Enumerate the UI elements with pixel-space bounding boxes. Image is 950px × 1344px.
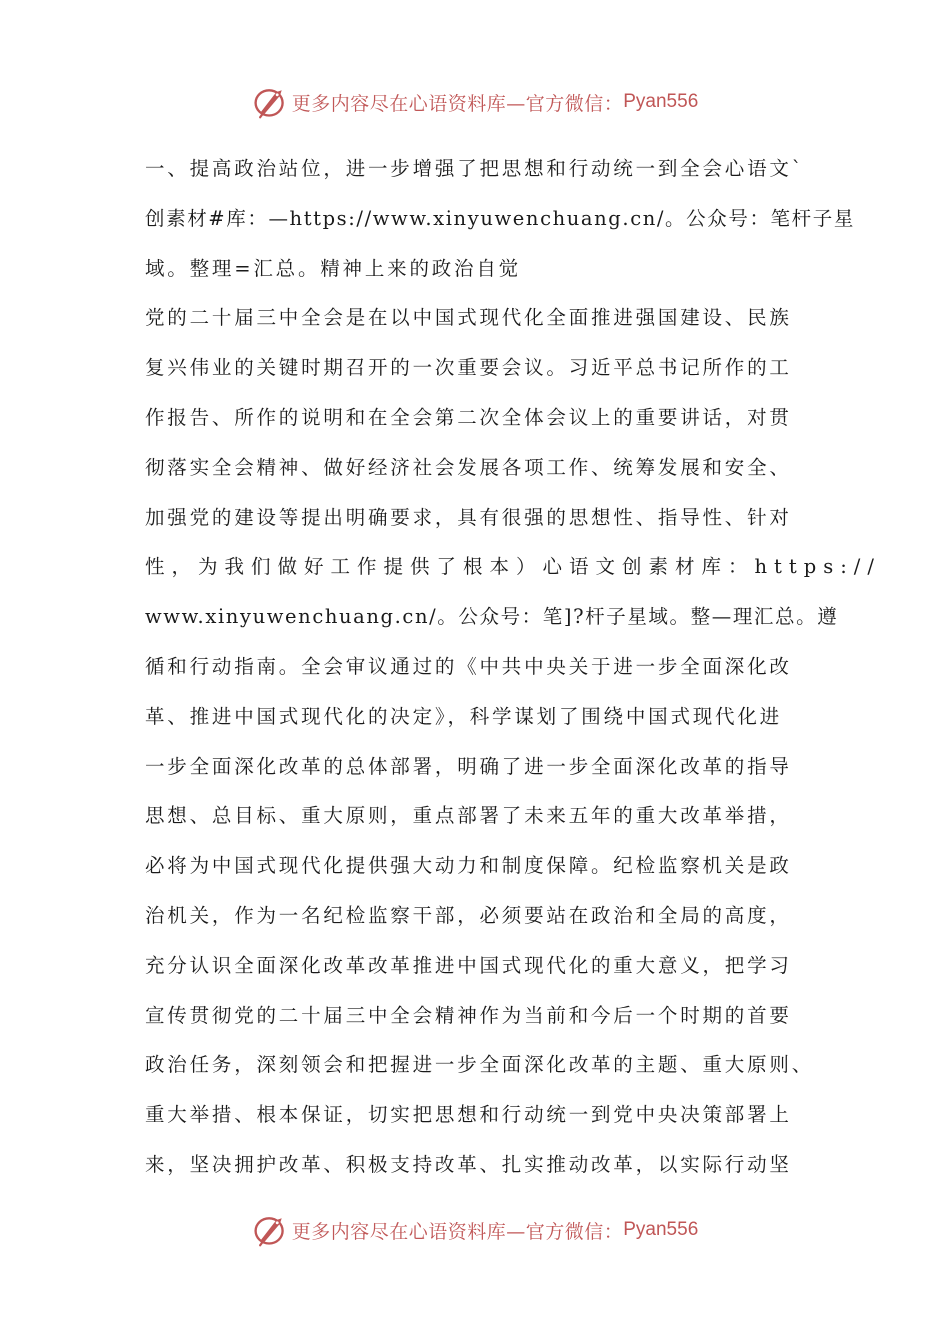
text-line: 思想、总目标、重大原则，重点部署了未来五年的重大改革举措， [145,804,792,828]
text-line: 政治任务，深刻领会和把握进一步全面深化改革的主题、重大原则、 [145,1053,815,1077]
text-line: 必将为中国式现代化提供强大动力和制度保障。纪检监察机关是政 [145,854,792,878]
pen-nib-logo-icon [252,1212,288,1248]
banner-handle: Pyan556 [623,91,699,112]
text-line: 来，坚决拥护改革、积极支持改革、扎实推动改革，以实际行动坚 [145,1152,792,1176]
text-line: 一、提高政治站位，进一步增强了把思想和行动统一到全会心语文` [145,157,805,180]
banner-text: 更多内容尽在心语资料库—官方微信： [291,1220,624,1243]
text-line: 彻落实全会精神、做好经济社会发展各项工作、统筹发展和安全、 [145,455,792,479]
text-line: 域。整理=汇总。精神上来的政治自觉 [145,256,521,280]
text-line: 创素材#库：—https://www.xinyuwenchuang.cn/。公众号：笔杆子星 [145,206,855,230]
footer-banner [0,1210,950,1250]
text-line: www.xinyuwenchuang.cn/。公众号：笔]?杆子星域。整—理汇总。遵 [145,605,839,629]
text-line: 革、推进中国式现代化的决定》，科学谋划了围绕中国式现代化进 [145,704,782,728]
text-line: 循和行动指南。全会审议通过的《中共中央关于进一步全面深化改 [145,654,792,678]
text-line: 加强党的建设等提出明确要求，具有很强的思想性、指导性、针对 [145,505,792,529]
text-line: 党的二十届三中全会是在以中国式现代化全面推进强国建设、民族 [145,306,792,330]
text-line: 治机关，作为一名纪检监察干部，必须要站在政治和全局的高度， [145,903,792,927]
text-line: 充分认识全面深化改革改革推进中国式现代化的重大意义，把学习 [145,953,792,977]
text-line: 复兴伟业的关键时期召开的一次重要会议。习近平总书记所作的工 [145,356,792,380]
header-banner [0,82,950,122]
banner-text: 更多内容尽在心语资料库—官方微信： [291,92,624,115]
text-line: 一步全面深化改革的总体部署，明确了进一步全面深化改革的指导 [145,754,792,778]
text-line: 作报告、所作的说明和在全会第二次全体会议上的重要讲话，对贯 [145,405,792,429]
pen-nib-logo-icon [252,84,288,120]
banner-handle: Pyan556 [623,1219,699,1240]
text-line: 重大举措、根本保证，切实把思想和行动统一到党中央决策部署上 [145,1103,792,1127]
body-text [145,144,881,1190]
text-line: 宣传贯彻党的二十届三中全会精神作为当前和今后一个时期的首要 [145,1003,792,1027]
text-line: 性，为我们做好工作提供了根本）心语文创素材库：https:// [145,555,881,579]
